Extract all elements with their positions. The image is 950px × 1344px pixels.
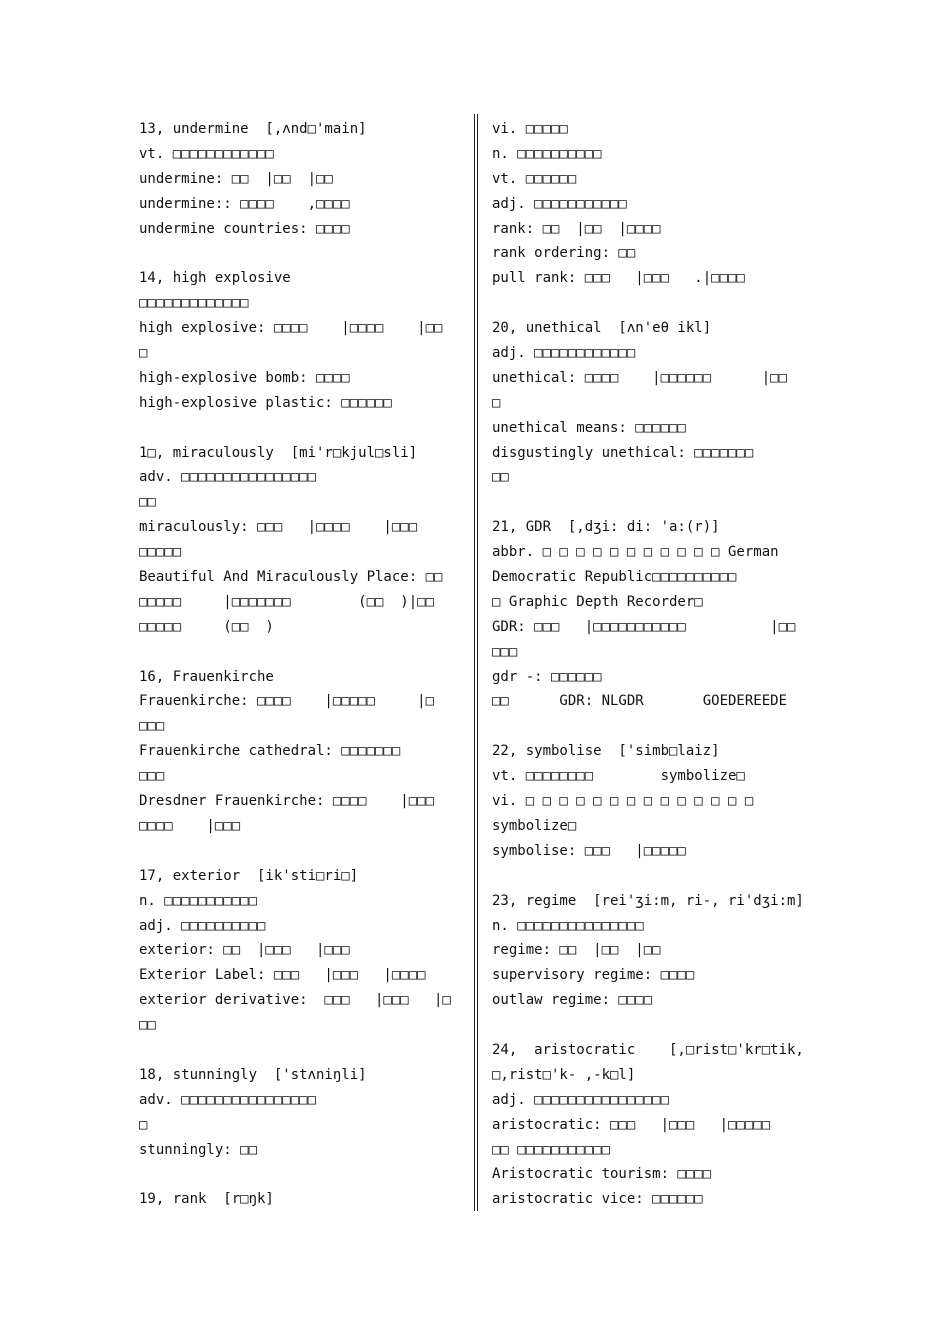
text-line: □□ □□□□□□□□□□□ [492, 1141, 611, 1158]
text-line: vi. □□□□□ [492, 121, 568, 137]
text-line: GDR: □□□ |□□□□□□□□□□□ |□□ [492, 618, 796, 635]
text-line [139, 416, 457, 441]
text-line [492, 864, 817, 889]
text-line: high explosive: □□□□ |□□□□ |□□ [139, 320, 443, 337]
text-line: miraculously: □□□ |□□□□ |□□□ [139, 519, 418, 536]
text-line: rank: □□ |□□ |□□□□ [492, 220, 661, 237]
text-line: Frauenkirche cathedral: □□□□□□□ [139, 743, 401, 760]
text-line: 24, aristocratic [,□rist□'kr□tik, [492, 1041, 804, 1058]
text-line: vt. □□□□□□□□□□□□ [139, 145, 274, 162]
text-line: □ [139, 1116, 148, 1133]
text-line: □□□□□ [139, 544, 182, 561]
text-line: exterior: □□ |□□□ |□□□ [139, 942, 350, 959]
left-column [139, 117, 457, 1212]
text-line: Democratic Republic□□□□□□□□□□ [492, 569, 737, 586]
text-line [139, 839, 457, 864]
text-line: aristocratic: □□□ |□□□ |□□□□□ [492, 1116, 771, 1133]
text-line: Dresdner Frauenkirche: □□□□ |□□□ [139, 793, 435, 810]
text-line: Aristocratic tourism: □□□□ [492, 1166, 712, 1183]
text-line: vt. □□□□□□□□ symbolize□ [492, 768, 745, 785]
text-line: adj. □□□□□□□□□□ [139, 917, 266, 934]
text-line: □□□□□ (□□ ) [139, 618, 274, 635]
text-line: 1□, miraculously [mi'r□kjul□sli] [139, 444, 418, 461]
right-column [492, 117, 817, 1212]
text-line [492, 291, 817, 316]
text-line: exterior derivative: □□□ |□□□ |□ [139, 992, 451, 1009]
text-line: □□ [492, 469, 509, 486]
text-line [139, 640, 457, 665]
text-line: □,rist□'k- ,-k□l] [492, 1066, 636, 1083]
text-line: undermine: □□ |□□ |□□ [139, 170, 333, 187]
text-line: n. □□□□□□□□□□ [492, 145, 602, 162]
text-line: □□□ [139, 718, 165, 735]
text-line: Beautiful And Miraculously Place: □□ [139, 569, 443, 586]
text-line: adv. □□□□□□□□□□□□□□□□ [139, 1091, 317, 1108]
text-line: undermine countries: □□□□ [139, 220, 350, 237]
text-line: □□□ [492, 643, 518, 660]
text-line: abbr. □ □ □ □ □ □ □ □ □ □ □ German [492, 544, 779, 561]
text-line: symbolize□ [492, 817, 577, 834]
column-divider [474, 114, 478, 1211]
text-line: □□□□ |□□□ [139, 817, 241, 834]
text-line: 16, Frauenkirche [139, 668, 274, 685]
text-line: adj. □□□□□□□□□□□□ [492, 345, 636, 362]
text-line: outlaw regime: □□□□ [492, 992, 653, 1009]
text-line: □□□□□□□□□□□□□ [139, 295, 249, 312]
text-line: high-explosive bomb: □□□□ [139, 369, 350, 386]
text-line: adv. □□□□□□□□□□□□□□□□ [139, 469, 317, 486]
text-line: rank ordering: □□ [492, 245, 636, 262]
text-line: □ Graphic Depth Recorder□ [492, 593, 703, 610]
text-line: 21, GDR [,dʒi: di: 'a:(r)] [492, 519, 720, 536]
text-line: unethical: □□□□ |□□□□□□ |□□ [492, 369, 788, 386]
text-line [139, 241, 457, 266]
text-line: □□□□□ |□□□□□□□ (□□ )|□□ [139, 593, 435, 610]
text-line [139, 1038, 457, 1063]
text-line: 20, unethical [ʌn'eθ ikl] [492, 320, 712, 337]
text-line: Exterior Label: □□□ |□□□ |□□□□ [139, 967, 426, 984]
text-line: high-explosive plastic: □□□□□□ [139, 394, 392, 411]
text-line: n. □□□□□□□□□□□ [139, 892, 258, 909]
text-line [492, 490, 817, 515]
text-line: supervisory regime: □□□□ [492, 967, 695, 984]
text-line: 13, undermine [,ʌnd□'main] [139, 121, 367, 137]
text-line: unethical means: □□□□□□ [492, 419, 686, 436]
text-line: □□ GDR: NLGDR GOEDEREEDE [492, 693, 788, 710]
text-line: adj. □□□□□□□□□□□ [492, 195, 627, 212]
text-line: □ [139, 345, 148, 362]
text-line: undermine:: □□□□ ,□□□□ [139, 195, 350, 212]
text-line: □□□ [139, 768, 165, 785]
text-line: □□ [139, 1017, 156, 1034]
text-line: Frauenkirche: □□□□ |□□□□□ |□ [139, 693, 435, 710]
text-line: regime: □□ |□□ |□□ [492, 942, 661, 959]
text-line [492, 1013, 817, 1038]
text-line: 14, high explosive [139, 270, 291, 287]
text-line: 18, stunningly ['stʌniŋli] [139, 1066, 367, 1083]
text-line [492, 714, 817, 739]
text-line: 23, regime [rei'ʒi:m, ri-, ri'dʒi:m] [492, 892, 804, 909]
text-line: □□ [139, 494, 156, 511]
text-line: 19, rank [r□ŋk] [139, 1191, 274, 1208]
text-line: disgustingly unethical: □□□□□□□ [492, 444, 754, 461]
text-line: symbolise: □□□ |□□□□□ [492, 842, 686, 859]
text-line [139, 1162, 457, 1187]
text-line: adj. □□□□□□□□□□□□□□□□ [492, 1091, 670, 1108]
text-line: pull rank: □□□ |□□□ .|□□□□ [492, 270, 745, 287]
text-line: n. □□□□□□□□□□□□□□□ [492, 917, 644, 934]
text-line: 22, symbolise ['simb□laiz] [492, 743, 720, 760]
text-line: vi. □ □ □ □ □ □ □ □ □ □ □ □ □ □ [492, 793, 754, 810]
text-line: aristocratic vice: □□□□□□ [492, 1191, 703, 1208]
text-line: stunningly: □□ [139, 1141, 258, 1158]
text-line: 17, exterior [ik'sti□ri□] [139, 867, 359, 884]
text-line: □ [492, 394, 501, 411]
text-line: vt. □□□□□□ [492, 170, 577, 187]
text-line: gdr -: □□□□□□ [492, 668, 602, 685]
